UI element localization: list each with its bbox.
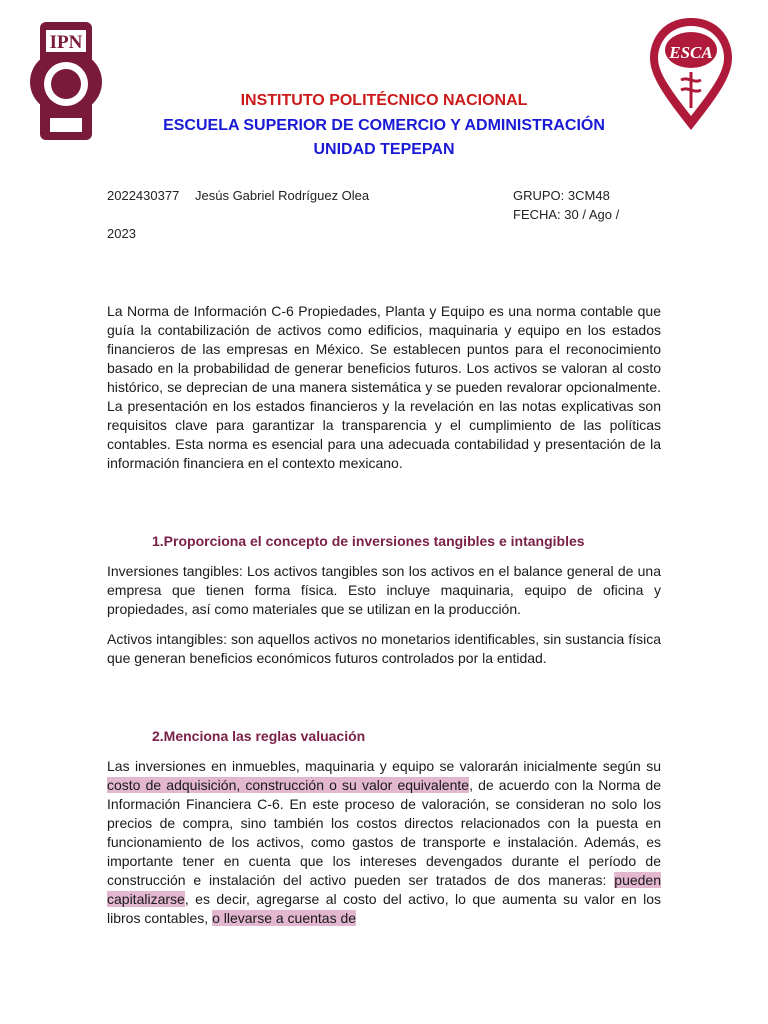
highlight-capitalize: pueden capitalizarse [107, 872, 661, 907]
date-label: FECHA: 30 / Ago / [513, 207, 620, 222]
section-2-heading: 2.Menciona las reglas valuación [152, 728, 366, 744]
intro-paragraph: La Norma de Información C-6 Propiedades, Planta y Equipo es una norma contable que guía la contabilización de activos como edificios, maquinaria y equipo en los estados financieros de las empresas en México. Se establecen puntos para el reconocimiento basado en la probabilidad de generar beneficios futuros. Los activos se valoran al costo histórico, se deprecian de una manera sistemática y se pueden revalorar opcionalmente. La presentación en los estados financieros y la revelación en las notas explicativas son requisitos clave para garantizar la transparencia y el cumplimiento de las políticas contables. Esta norma es esencial para una adecuada contabilidad y presentación de la información financiera en el contexto mexicano. [107, 303, 661, 471]
highlight-cost: costo de adquisición, construcción o su valor equivalente [107, 777, 470, 793]
intangible-paragraph: Activos intangibles: son aquellos activos no monetarios identificables, sin sustancia física que generan beneficios económicos futuros controlados por la entidad. [107, 631, 661, 666]
valuation-text-1: Las inversiones en inmuebles, maquinaria y equipo se valorarán inicialmente según su [107, 758, 661, 774]
unit-title: UNIDAD TEPEPAN [313, 141, 455, 158]
year-label: 2023 [107, 226, 136, 241]
group-label: GRUPO: 3CM48 [513, 188, 610, 203]
section-1-heading: 1.Proporciona el concepto de inversiones tangibles e intangibles [152, 533, 585, 549]
institution-title: INSTITUTO POLITÉCNICO NACIONAL [240, 92, 528, 109]
student-id: 2022430377 [107, 188, 180, 203]
valuation-text-3: , es decir, agregarse al costo del activo, lo que aumenta su valor en los libros contables, [107, 891, 661, 926]
highlight-accounts: o llevarse a cuentas de [212, 910, 357, 926]
student-name: Jesús Gabriel Rodríguez Olea [195, 188, 370, 203]
valuation-paragraph [107, 757, 661, 928]
school-title: ESCUELA SUPERIOR DE COMERCIO Y ADMINISTRACIÓN [163, 117, 605, 134]
tangible-paragraph: Inversiones tangibles: Los activos tangibles son los activos en el balance general de una empresa que tienen forma física. Esto incluye maquinaria, equipo de oficina y propiedades, así como materiales que se utilizan en la producción. [107, 563, 661, 617]
valuation-text-2: , de acuerdo con la Norma de Información Financiera C-6. En este proceso de valoración, se consideran no solo los precios de compra, sino también los costos directos relacionados con la puesta en funcionamiento de los activos, como gastos de transporte e instalación. Además, es importante tener en cuenta que los intereses devengados durante el período de construcción e instalación del activo pueden ser tratados de dos maneras: [107, 777, 661, 888]
svg-text:IPN: IPN [49, 32, 83, 53]
svg-text:ESCA: ESCA [669, 43, 713, 62]
